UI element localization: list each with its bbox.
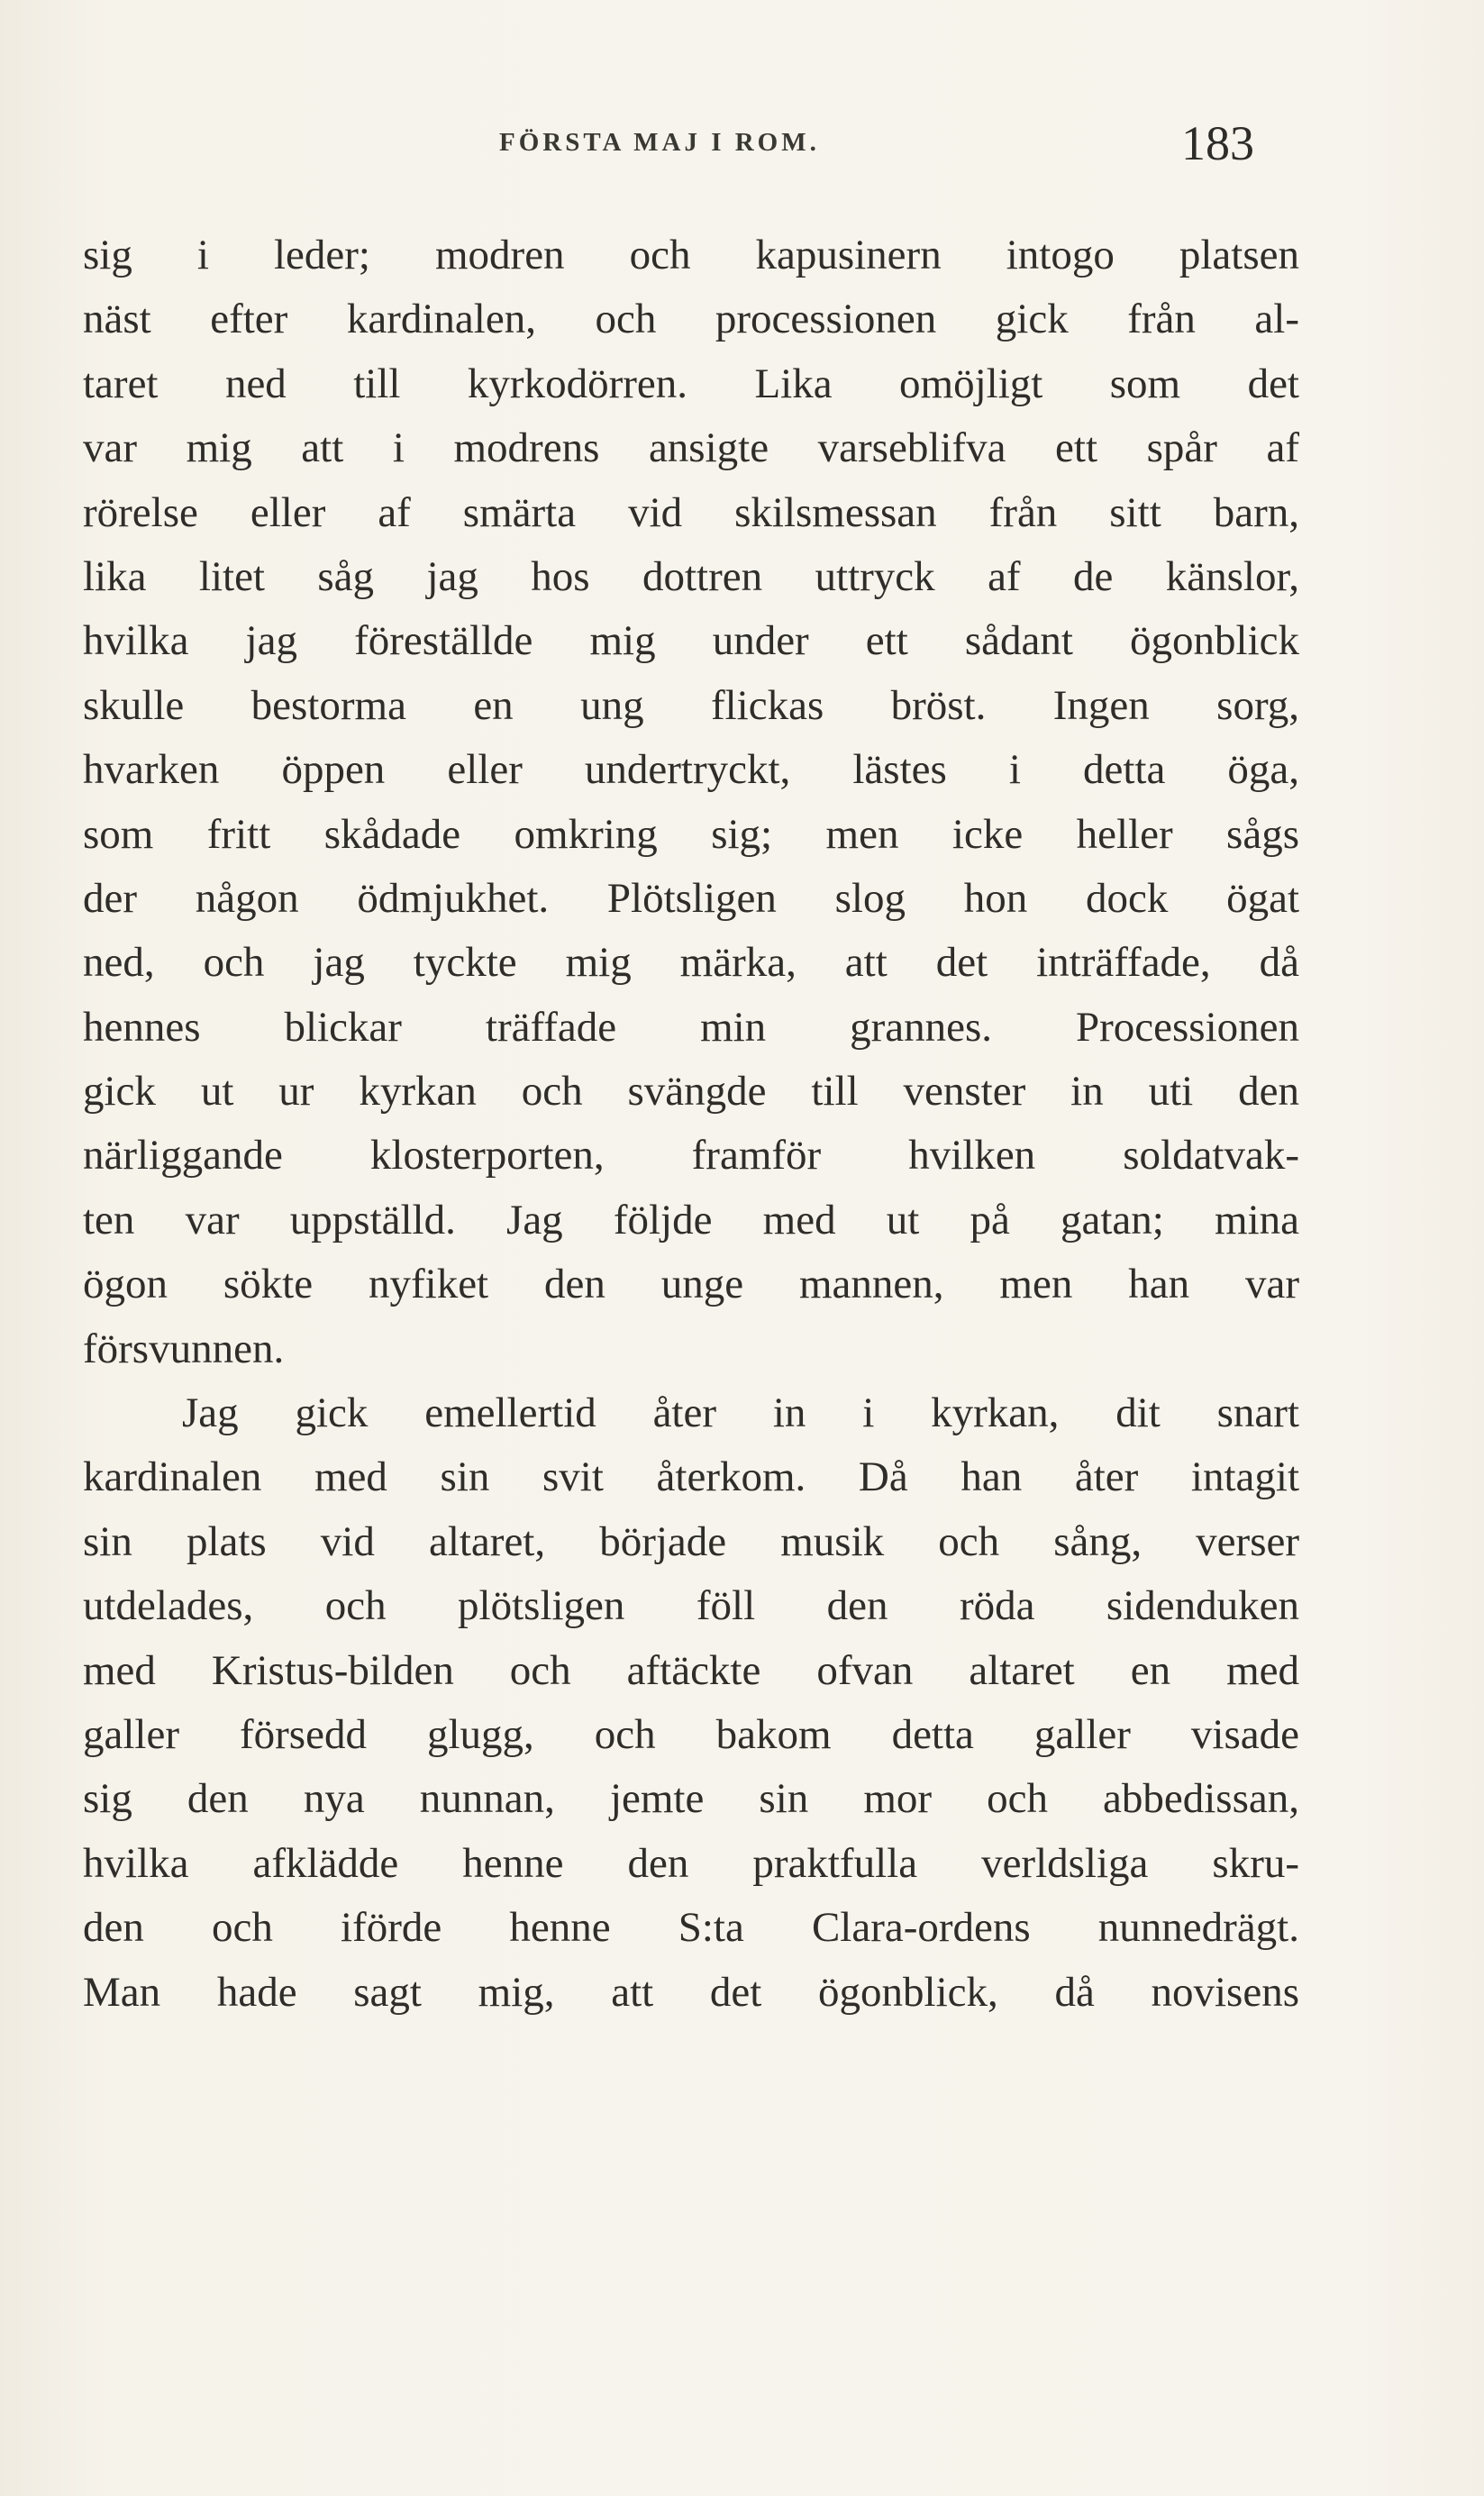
text-line: ögon sökte nyfiket den unge mannen, men han var <box>83 1261 1299 1308</box>
text-line: ten var uppställd. Jag följde med ut på gatan; mina <box>83 1196 1299 1243</box>
text-line: gick ut ur kyrkan och svängde till venster in uti den <box>83 1068 1299 1116</box>
text-line: utdelades, och plötsligen föll den röda sidenduken <box>83 1582 1299 1630</box>
text-line: der någon ödmjukhet. Plötsligen slog hon dock ögat <box>83 874 1299 922</box>
text-line: Man hade sagt mig, att det ögonblick, då novisens <box>83 1968 1299 2016</box>
text-line: näst efter kardinalen, och processionen gick från al- <box>83 296 1299 343</box>
body-text <box>83 223 1299 2025</box>
text-line: var mig att i modrens ansigte varseblifva ett spår af <box>83 424 1299 472</box>
text-line-paragraph-end: försvunnen. <box>83 1325 285 1372</box>
text-line: den och iförde henne S:ta Clara-ordens nunnedrägt. <box>83 1904 1299 1952</box>
text-line: rörelse eller af smärta vid skilsmessan från sitt barn, <box>83 488 1299 536</box>
text-line: sig den nya nunnan, jemte sin mor och abbedissan, <box>83 1775 1299 1823</box>
text-line: med Kristus-bilden och aftäckte ofvan altaret en med <box>83 1646 1299 1694</box>
text-line: sin plats vid altaret, började musik och sång, verser <box>83 1517 1299 1565</box>
text-line: taret ned till kyrkodörren. Lika omöjligt som det <box>83 360 1299 407</box>
text-line: som fritt skådade omkring sig; men icke heller sågs <box>83 810 1299 858</box>
text-line: närliggande klosterporten, framför hvilken soldatvak- <box>83 1132 1299 1180</box>
text-line: ned, och jag tyckte mig märka, att det inträffade, då <box>83 939 1299 987</box>
text-line: hvilka jag föreställde mig under ett sådant ögonblick <box>83 617 1299 665</box>
page-header <box>83 115 1254 169</box>
page-number: 183 <box>1181 116 1254 170</box>
text-line-paragraph-start: Jag gick emellertid åter in i kyrkan, dit snart <box>182 1389 1299 1437</box>
running-head: FÖRSTA MAJ I ROM. <box>499 128 820 157</box>
text-line: galler försedd glugg, och bakom detta galler visade <box>83 1710 1299 1758</box>
text-line: skulle bestorma en ung flickas bröst. Ingen sorg, <box>83 681 1299 729</box>
text-line: hennes blickar träffade min grannes. Processionen <box>83 1003 1299 1051</box>
text-line: lika litet såg jag hos dottren uttryck af de känslor, <box>83 552 1299 600</box>
text-line: hvarken öppen eller undertryckt, lästes i detta öga, <box>83 746 1299 794</box>
text-line: kardinalen med sin svit återkom. Då han åter intagit <box>83 1453 1299 1501</box>
text-line: sig i leder; modren och kapusinern intogo platsen <box>83 232 1299 278</box>
text-line: hvilka afklädde henne den praktfulla verldsliga skru- <box>83 1839 1299 1887</box>
